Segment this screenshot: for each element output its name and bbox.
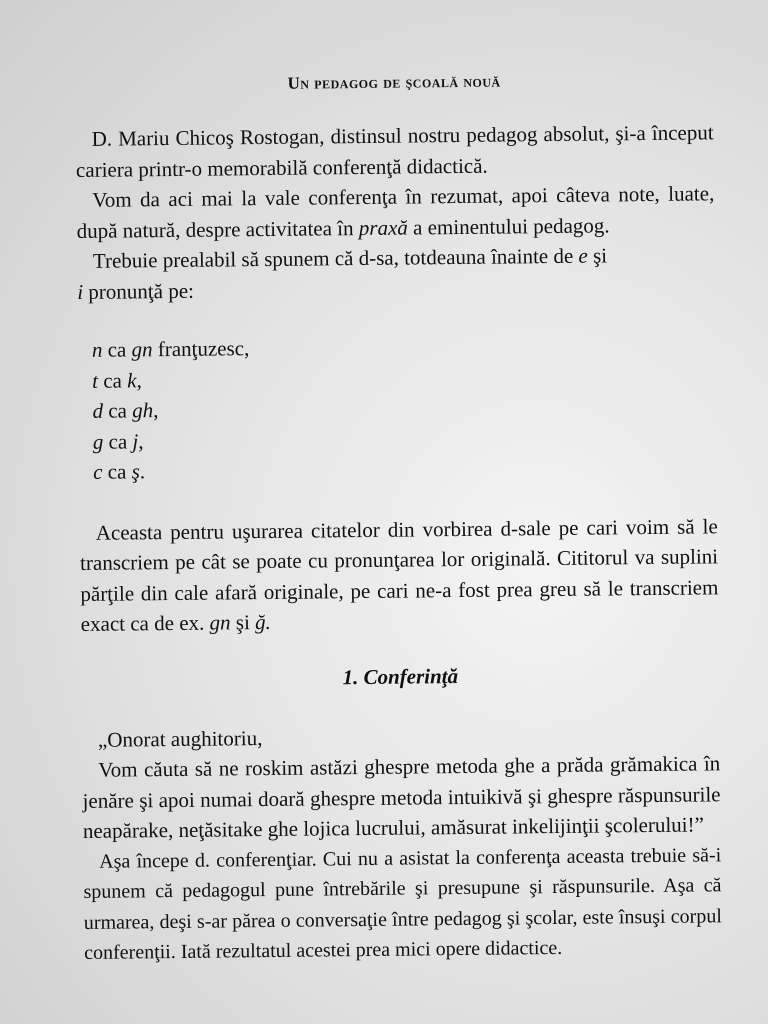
pron-ca: ca (97, 367, 128, 393)
paragraph-3-italic-i: i (77, 279, 84, 304)
final-section (83, 840, 722, 969)
pron-as: gh (132, 398, 154, 423)
paragraph-2 (76, 178, 715, 246)
paragraph-4-italic-end: ğ. (254, 609, 271, 635)
pronunciation-item (93, 450, 717, 487)
pron-rest: , (153, 398, 159, 423)
quote-salutation: „Onorat aughitoriu, (97, 725, 263, 752)
paragraph-2-text-b: a eminentului pedagog. (407, 212, 610, 240)
pron-as: j (132, 428, 139, 453)
paragraph-3-text-mid: şi (587, 243, 608, 268)
paragraph-1: D. Mariu Chicoş Rostogan, distinsul nostru pedagog absolut, şi-a început cariera printr-o memorabilă conferenţă didactică. (75, 120, 714, 182)
pronunciation-list (92, 328, 718, 487)
paragraph-3-text-a: Trebuie prealabil să spunem că d-sa, totdeauna înainte de (92, 243, 579, 273)
paragraph-4-italic: gn (209, 610, 231, 635)
paragraph-3 (77, 239, 716, 307)
pron-ca: ca (102, 459, 132, 484)
paragraph-final: Aşa începe d. conferenţiar. Cui nu a asistat la conferenţa aceasta trebuie să-i spunem că pedagogul pune întrebările şi presupune şi răspunsurile. Aşa că urmarea, deşi s-ar părea o conversaţie între pedagog şi şcolar, este însuşi corpul conferenţii. Iată rezultatul acestei prea mici opere didactice. (83, 843, 722, 964)
paragraph-2-italic: praxă (358, 215, 408, 240)
pron-as: gn (131, 337, 153, 362)
pron-ca: ca (102, 398, 133, 423)
page-text (75, 69, 722, 968)
section-heading: 1. Conferinţă (342, 663, 459, 689)
paragraph-3-italic-e: e (578, 243, 588, 268)
paragraph-4 (80, 511, 719, 640)
pron-letter: n (91, 337, 103, 362)
pron-rest: franţuzesc, (152, 336, 250, 362)
paragraph-2-text-a: Vom da aci mai la vale conferenţa în rezumat, apoi câteva note, luate, după natură, despre activitatea în (76, 181, 715, 243)
pron-rest: , (136, 367, 142, 392)
pron-letter: c (93, 459, 103, 484)
pron-letter: g (92, 429, 104, 454)
chapter-title: Un pedagog de şcoală nouă (287, 71, 501, 93)
pron-rest: , (138, 428, 144, 453)
pron-ca: ca (103, 428, 133, 454)
paragraph-3-text-b: pronunţă pe: (82, 278, 195, 304)
pron-as: k (127, 367, 137, 392)
quote-body: Vom căuta să ne roskim astăzi ghespre metoda ghe a prăda grămakica în jenăre şi apoi numai doară ghespre metoda intuikivă şi ghespre răspunsurile neapărake, neţăsitake ghe lojica lucrului, amăsurat inkelijinţii şcolerului!” (82, 751, 721, 843)
pron-as: ş (131, 459, 140, 484)
paragraph-4-text-mid: şi (230, 610, 256, 635)
pron-letter: d (92, 398, 104, 423)
pron-rest: . (139, 459, 146, 484)
pron-letter: t (92, 368, 99, 393)
paragraph-4-text: Aceasta pentru uşurarea citatelor din vorbirea d-sale pe cari voim să le transcriem pe cât se poate cu pronunţarea lor originală. Cititorul va suplini părţile din cale afară originale, pe cari ne-a fost prea greu să le transcriem exact ca de ex. (79, 513, 719, 636)
pron-ca: ca (102, 337, 132, 362)
